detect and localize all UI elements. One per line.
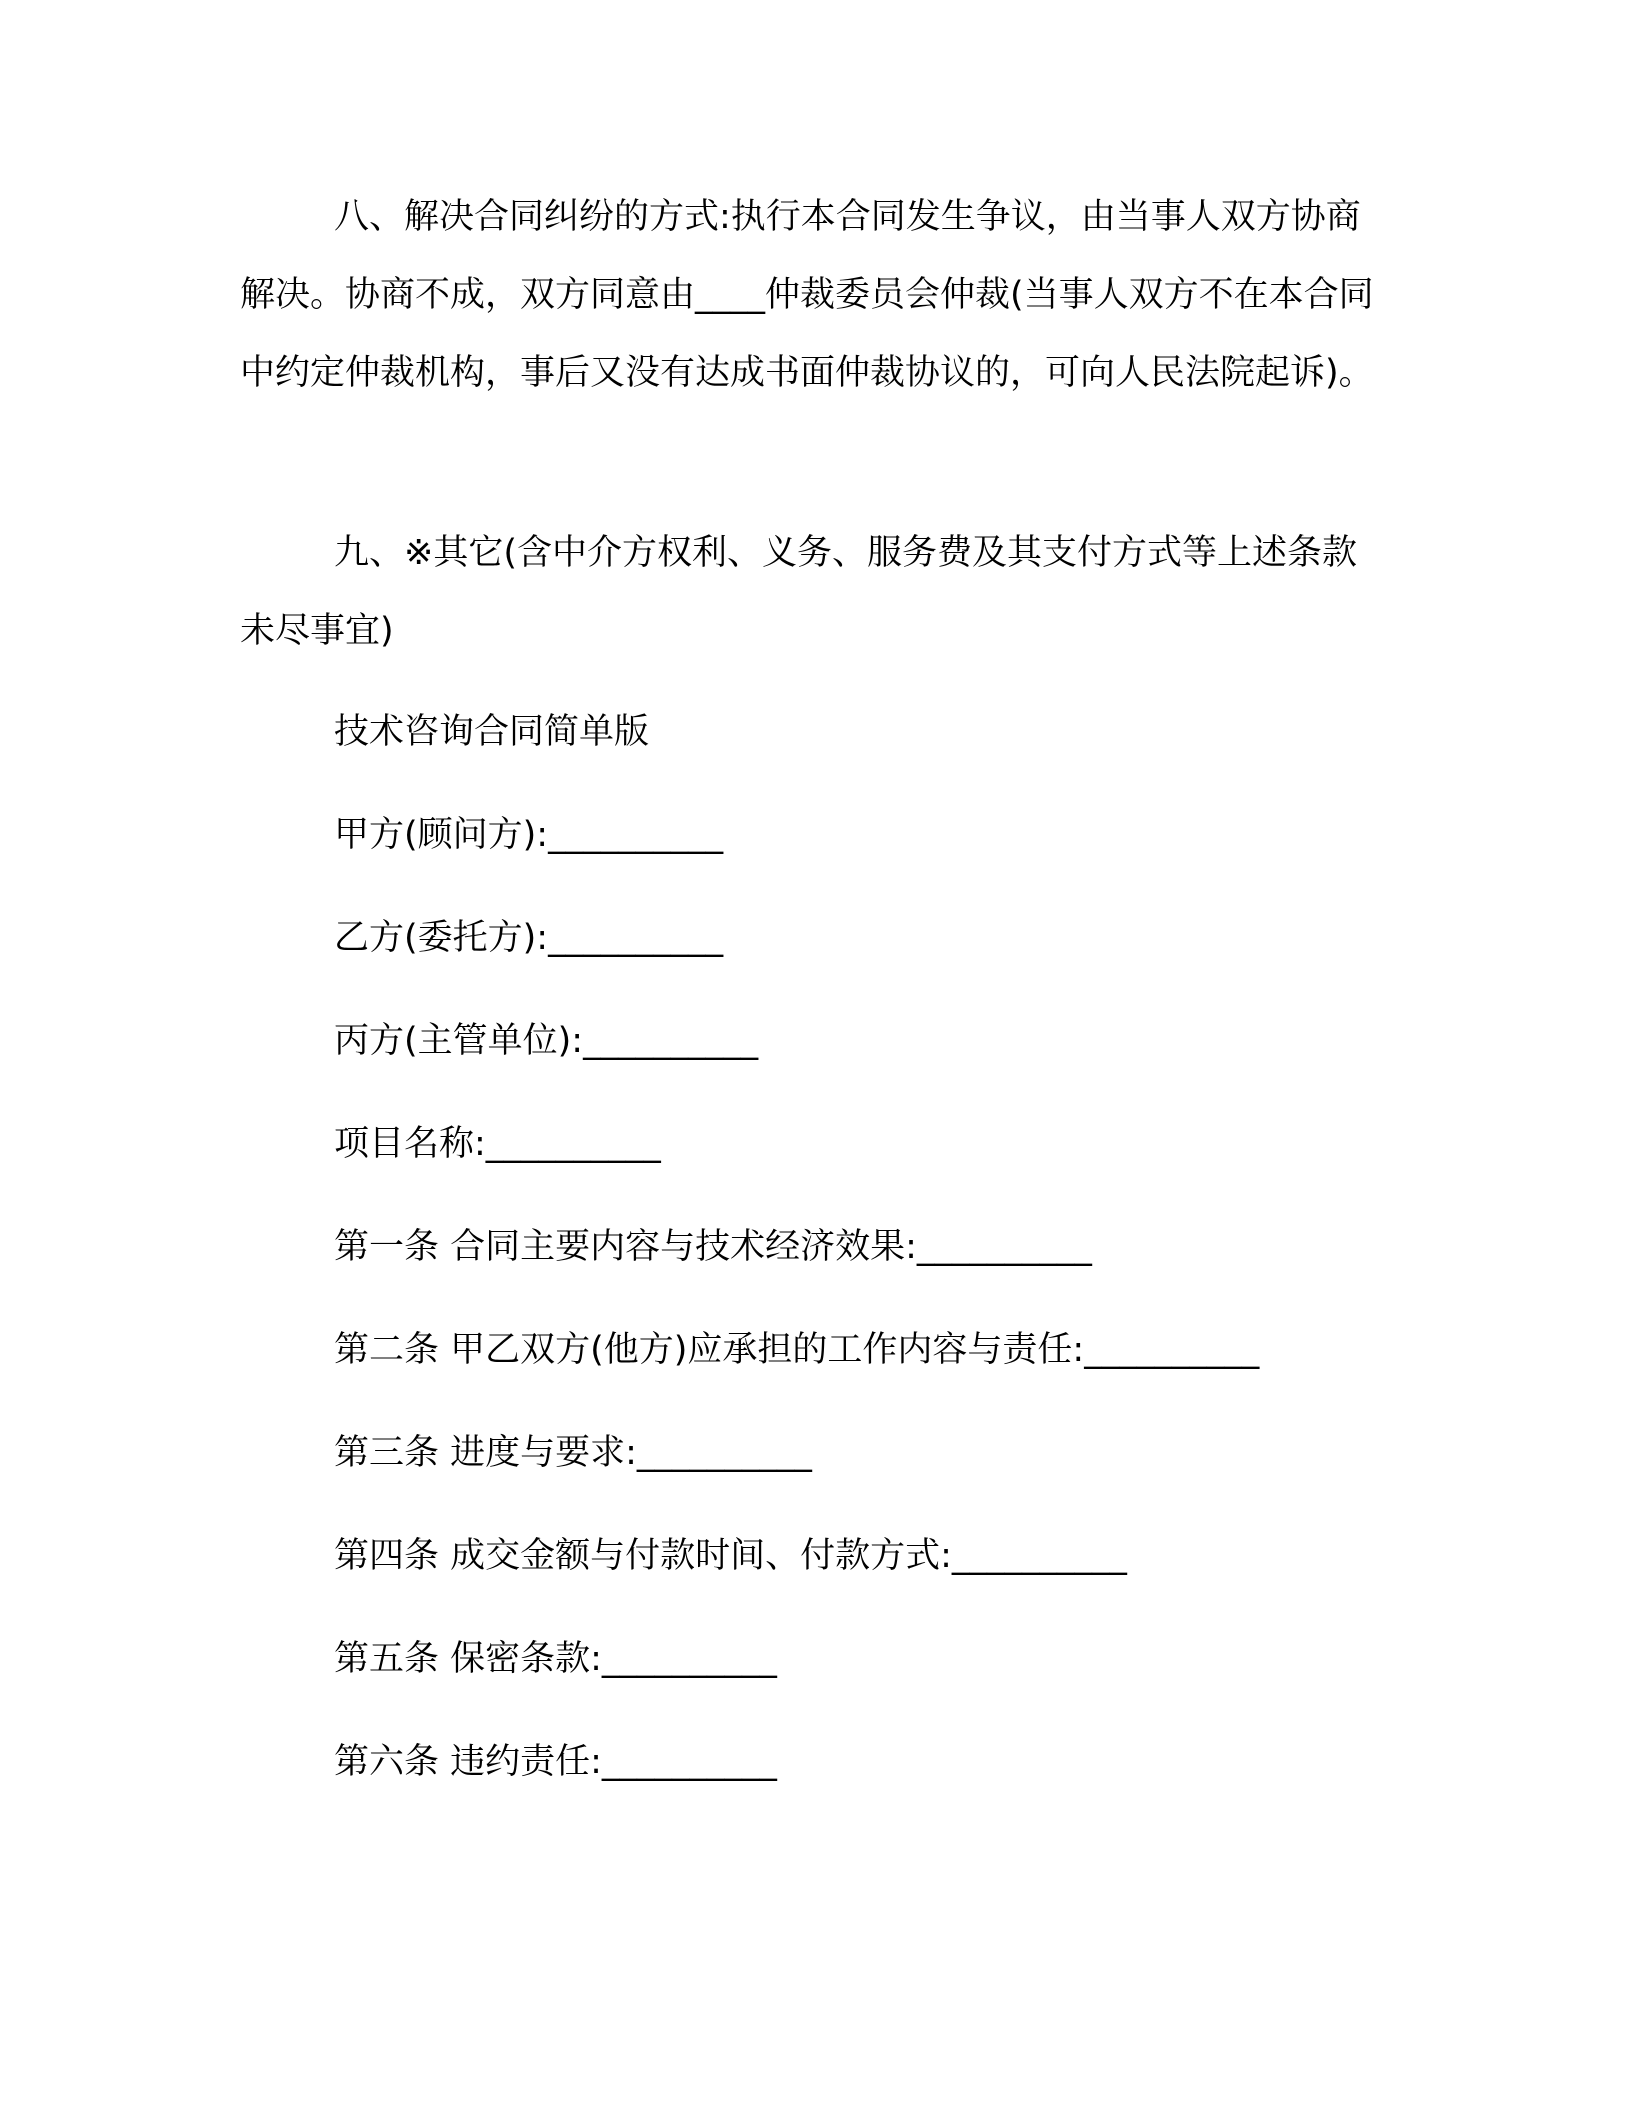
article-one: 第一条 合同主要内容与技术经济效果:__________ [334,1227,1092,1267]
contract-title: 技术咨询合同简单版 [334,712,650,752]
article-five: 第五条 保密条款:__________ [334,1639,777,1679]
article-three: 第三条 进度与要求:__________ [334,1433,812,1473]
clause-nine-other: 九、※其它(含中介方权利、义务、服务费及其支付方式等上述条款未尽事宜) [240,533,1357,651]
party-a-field: 甲方(顾问方):__________ [334,815,724,855]
party-c-field: 丙方(主管单位):__________ [334,1021,759,1061]
clause-eight-dispute-resolution: 八、解决合同纠纷的方式:执行本合同发生争议，由当事人双方协商解决。协商不成，双方同意由____仲裁委员会仲裁(当事人双方不在本合同中约定仲裁机构，事后又没有达成书面仲裁协议的，可向人民法院起诉)。 [240,197,1374,393]
article-four: 第四条 成交金额与付款时间、付款方式:__________ [334,1536,1127,1576]
party-b-field: 乙方(委托方):__________ [334,918,724,958]
article-six: 第六条 违约责任:__________ [334,1742,777,1782]
article-two: 第二条 甲乙双方(他方)应承担的工作内容与责任:__________ [334,1330,1260,1370]
project-name-field: 项目名称:__________ [334,1124,661,1164]
